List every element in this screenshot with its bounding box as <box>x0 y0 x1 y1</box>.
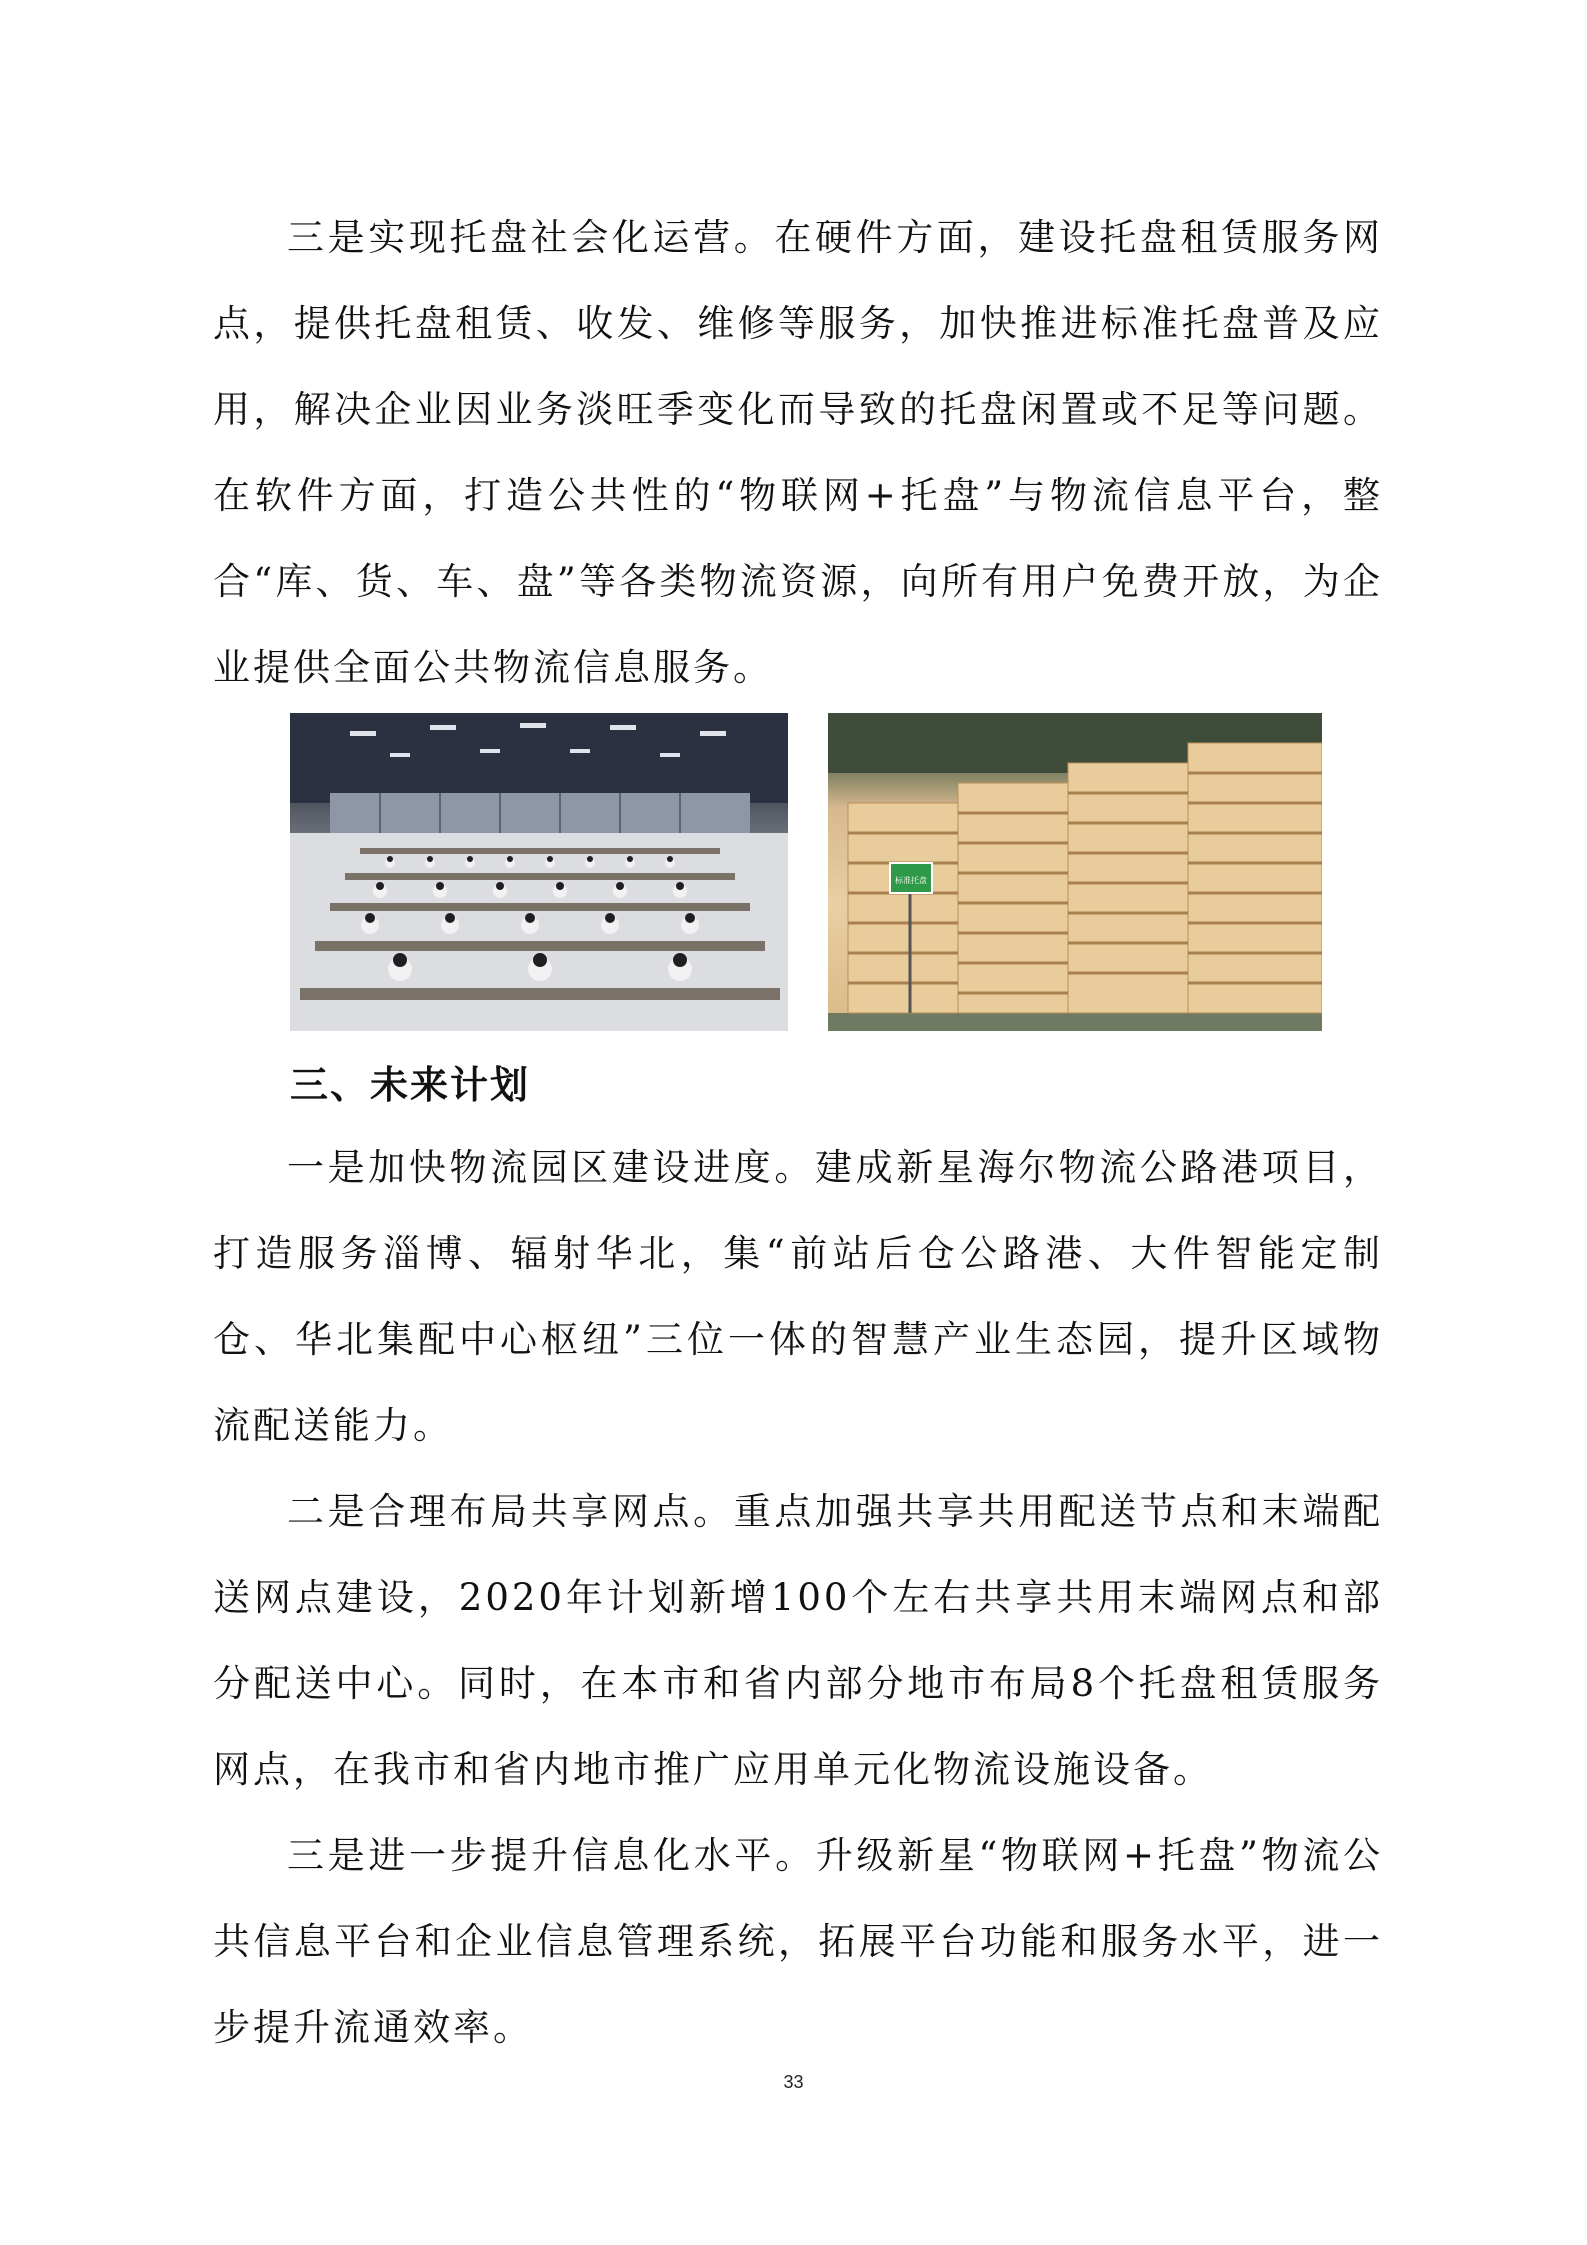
paragraph-logistics-park: 一是加快物流园区建设进度。建成新星海尔物流公路港项目，打造服务淄博、辐射华北，集“前站后仓公路港、大件智能定制仓、华北集配中心枢纽”三位一体的智慧产业生态园，提升区域物流配送能力。 <box>213 1146 1383 1447</box>
pallet-sign-label: 标准托盘 <box>895 876 927 885</box>
section-one-body <box>213 195 1383 711</box>
paragraph-informatization: 三是进一步提升信息化水平。升级新星“物联网+托盘”物流公共信息平台和企业信息管理系统，拓展平台功能和服务水平，进一步提升流通效率。 <box>213 1834 1383 2049</box>
wooden-pallets-photo <box>828 713 1322 1031</box>
section-two-body <box>213 1125 1383 2071</box>
office-workers-photo <box>290 713 788 1031</box>
paragraph-pallet-operation: 三是实现托盘社会化运营。在硬件方面，建设托盘租赁服务网点，提供托盘租赁、收发、维修等服务，加快推进标准托盘普及应用，解决企业因业务淡旺季变化而导致的托盘闲置或不足等问题。在软件方面，打造公共性的“物联网+托盘”与物流信息平台，整合“库、货、车、盘”等各类物流资源，向所有用户免费开放，为企业提供全面公共物流信息服务。 <box>213 216 1383 689</box>
page-number: 33 <box>783 2072 804 2092</box>
section-heading-future-plans: 三、未来计划 <box>290 1063 531 1107</box>
paragraph-shared-outlets: 二是合理布局共享网点。重点加强共享共用配送节点和末端配送网点建设，2020年计划新增100个左右共享共用末端网点和部分配送中心。同时，在本市和省内部分地市布局8个托盘租赁服务网点，在我市和省内地市推广应用单元化物流设施设备。 <box>213 1490 1383 1791</box>
